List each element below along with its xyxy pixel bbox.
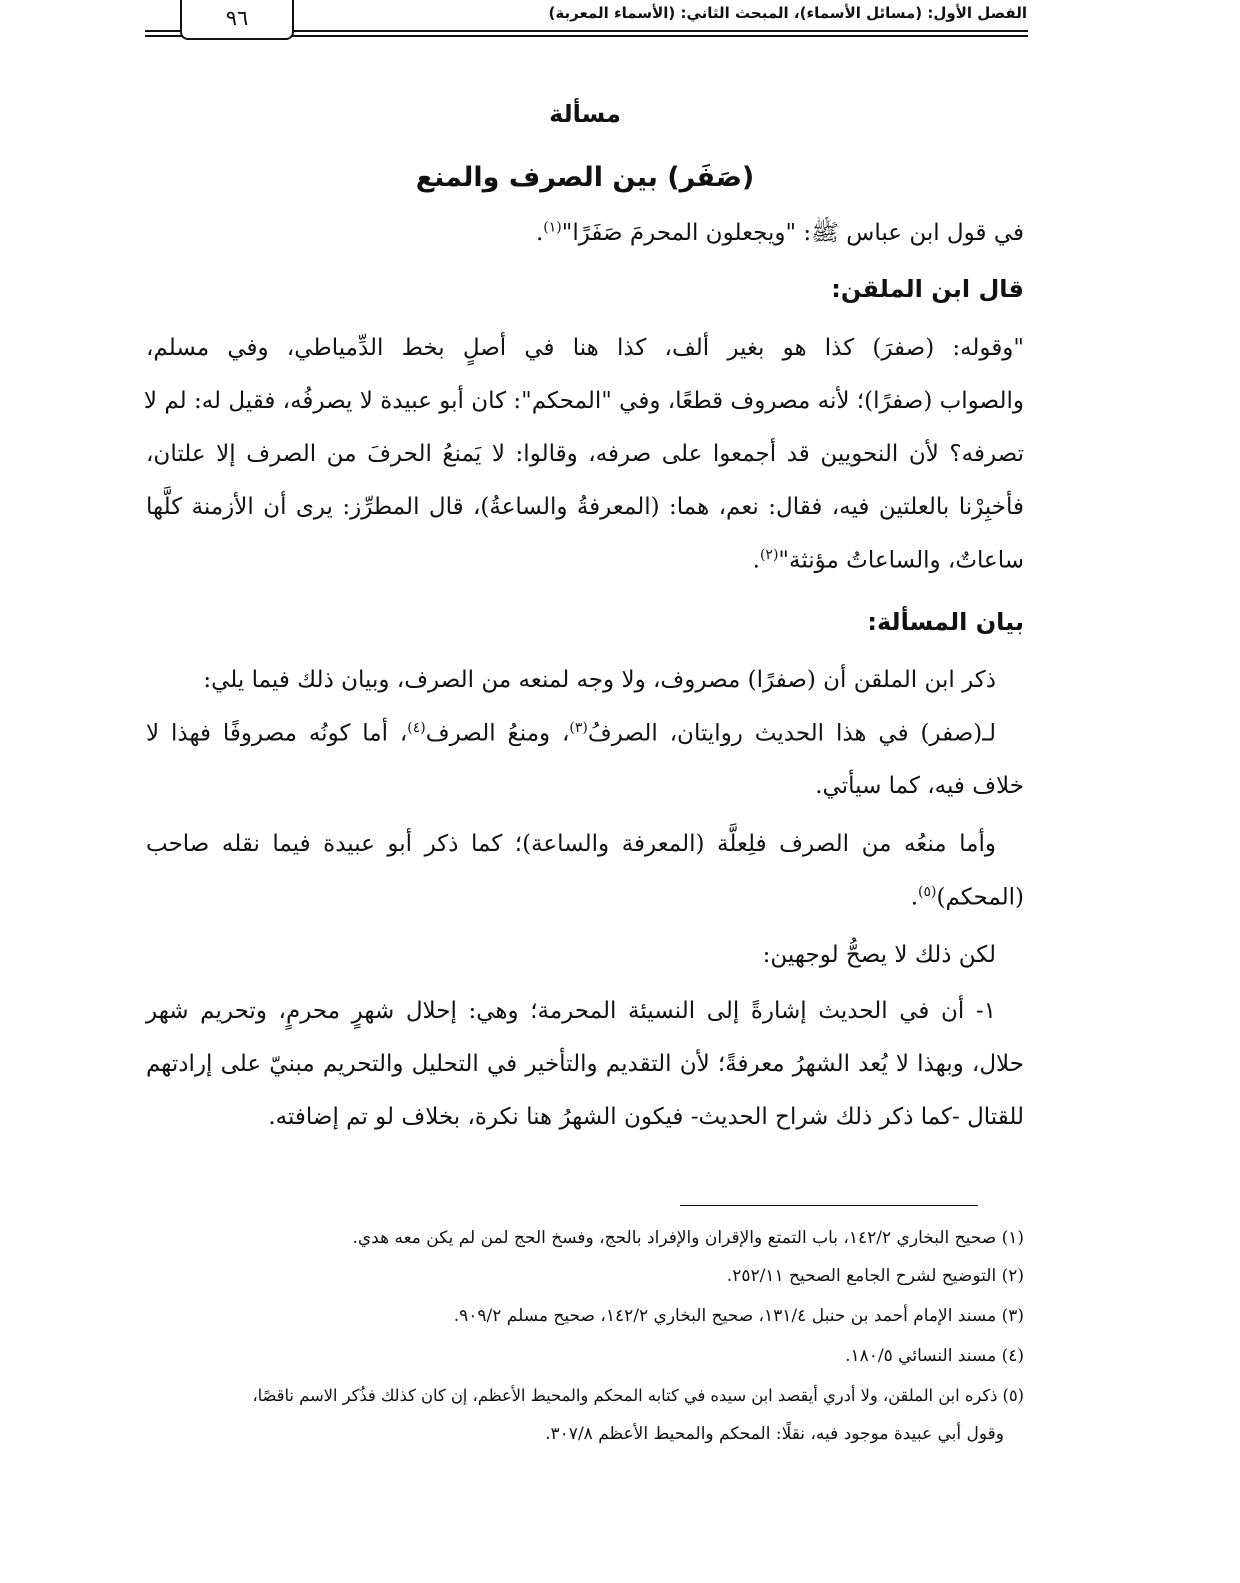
quote-line-3: تصرفه؟ لأن النحويين قد أجمعوا على صرفه، وقالوا: لا يَمنعُ الحرفَ من الصرف إلا علتان، — [146, 441, 1024, 467]
paragraph-5-line-2: حلال، وبهذا لا يُعد الشهرُ معرفةً؛ لأن التقديم والتأخير في التحليل والتحريم مبنيّ على إرادتهم — [146, 1051, 1024, 1077]
section-title: مسألة — [549, 100, 621, 128]
paragraph-2-line-1: لـ(صفر) في هذا الحديث روايتان، الصرفُ$^{(٣)}$، ومنعُ الصرف$^{(٤)}$، أما كونُه مصروفًا فهذا لا — [146, 720, 996, 747]
paragraph-5-line-1: ١- أن في الحديث إشارةً إلى النسيئة المحرمة؛ وهي: إحلال شهرٍ محرمٍ، وتحريم شهر — [146, 998, 996, 1024]
footnote-2: (٢) التوضيح لشرح الجامع الصحيح ٢٥٢/١١. — [726, 1266, 1024, 1286]
quote-line-4: فأخبِرْنا بالعلتين فيه، فقال: نعم، هما: (المعرفةُ والساعةُ)، قال المطرِّز: يرى أن الأزمنة كلَّها — [146, 494, 1024, 520]
footnote-1: (١) صحيح البخاري ١٤٢/٢، باب التمتع والإقران والإفراد بالحج، وفسخ الحج لمن لم يكن معه هدي. — [352, 1228, 1024, 1248]
paragraph-3-line-1: وأما منعُه من الصرف فلِعلَّة (المعرفة والساعة)؛ كما ذكر أبو عبيدة فيما نقله صاحب — [146, 831, 996, 857]
footnote-ref: (٢) — [759, 547, 779, 563]
quote-line-2: والصواب (صفرًا)؛ لأنه مصروف قطعًا، وفي "المحكم": كان أبو عبيدة لا يصرفُه، فقيل له: لم لا — [143, 388, 1024, 414]
paragraph-5-line-3: للقتال -كما ذكر ذلك شراح الحديث- فيكون الشهرُ هنا نكرة، بخلاف لو تم إضافته. — [268, 1104, 1024, 1130]
page-number: ٩٦ — [180, 0, 294, 40]
paragraph-3-line-2: (المحكم)$^{(٥)}$. — [910, 884, 1024, 911]
footnote-5: (٥) ذكره ابن الملقن، ولا أدري أيقصد ابن سيده في كتابه المحكم والمحيط الأعظم، إن كان كذلك فذُكر الاسم ناقصًا، — [252, 1386, 1024, 1405]
intro-line: في قول ابن عباس ﷺ: "ويجعلون المحرمَ صَفَرًا"$^{(١)}$. — [535, 219, 1024, 246]
heading-explanation: بيان المسألة: — [867, 608, 1024, 636]
quote-line-5: ساعاتٌ، والساعاتُ مؤنثة"$^{(٢)}$. — [752, 547, 1024, 574]
paragraph-2-line-2: خلاف فيه، كما سيأتي. — [815, 773, 1024, 799]
quote-line-1: "وقوله: (صفرَ) كذا هو بغير ألف، كذا هنا في أصلٍ بخط الدِّمياطي، وفي مسلم، — [146, 335, 1024, 361]
paragraph-1: ذكر ابن الملقن أن (صفرًا) مصروف، ولا وجه لمنعه من الصرف، وبيان ذلك فيما يلي: — [203, 667, 996, 693]
footnote-separator — [680, 1205, 978, 1206]
issue-title: (صَفَر) بين الصرف والمنع — [415, 162, 755, 193]
footnote-ref: (١) — [543, 219, 562, 236]
footnote-4: (٤) مسند النسائي ١٨٠/٥. — [845, 1346, 1024, 1366]
running-header: الفصل الأول: (مسائل الأسماء)، المبحث الثاني: (الأسماء المعربة) — [548, 4, 1027, 22]
footnote-3: (٣) مسند الإمام أحمد بن حنبل ١٣١/٤، صحيح البخاري ١٤٢/٢، صحيح مسلم ٩٠٩/٢. — [453, 1306, 1024, 1326]
footnote-5-continued: وقول أبي عبيدة موجود فيه، نقلًا: المحكم والمحيط الأعظم ٣٠٧/٨. — [545, 1424, 1004, 1444]
paragraph-4: لكن ذلك لا يصحُّ لوجهين: — [762, 942, 996, 968]
heading-ibn-almulaqqin: قال ابن الملقن: — [831, 275, 1024, 303]
